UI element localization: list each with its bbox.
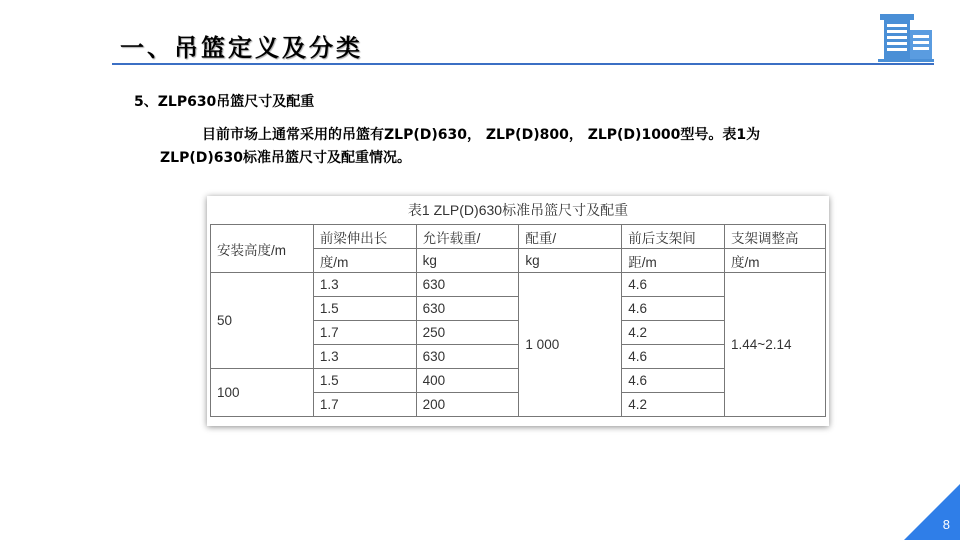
cell-extend: 1.7 <box>313 393 416 417</box>
header-beam-extend-unit: 度/m <box>313 249 416 273</box>
cell-load: 200 <box>416 393 519 417</box>
cell-extend: 1.3 <box>313 345 416 369</box>
table-header-row <box>211 225 826 249</box>
cell-load: 630 <box>416 297 519 321</box>
table-caption: 表1 ZLP(D)630标准吊篮尺寸及配重 <box>407 202 629 218</box>
header-counterweight-unit: kg <box>519 249 622 273</box>
cell-extend: 1.5 <box>313 369 416 393</box>
cell-install-height-100: 100 <box>211 369 314 417</box>
header-beam-extend: 前梁伸出长 <box>313 225 416 249</box>
title-divider <box>112 63 934 65</box>
page-number: 8 <box>942 517 950 532</box>
paragraph-line-1: 目前市场上通常采用的吊篮有ZLP(D)630， ZLP(D)800， ZLP(D)1000型号。表1为 <box>202 127 761 143</box>
header-allowed-load: 允许载重/ <box>416 225 519 249</box>
cell-load: 400 <box>416 369 519 393</box>
cell-spacing: 4.6 <box>622 297 725 321</box>
header-support-spacing: 前后支架间 <box>622 225 725 249</box>
cell-extend: 1.7 <box>313 321 416 345</box>
table-row <box>211 273 826 297</box>
cell-spacing: 4.2 <box>622 321 725 345</box>
cell-load: 250 <box>416 321 519 345</box>
header-adjust-height-unit: 度/m <box>725 249 826 273</box>
header-install-height: 安装高度/m <box>211 225 314 273</box>
cell-spacing: 4.6 <box>622 345 725 369</box>
header-adjust-height: 支架调整高 <box>725 225 826 249</box>
header-counterweight: 配重/ <box>519 225 622 249</box>
cell-extend: 1.5 <box>313 297 416 321</box>
cell-spacing: 4.6 <box>622 273 725 297</box>
slide-title: 一、吊篮定义及分类 <box>120 34 363 62</box>
corner-triangle <box>904 484 960 540</box>
cell-spacing: 4.2 <box>622 393 725 417</box>
paragraph-line-2: ZLP(D)630标准吊篮尺寸及配重情况。 <box>160 150 411 166</box>
cell-install-height-50: 50 <box>211 273 314 369</box>
cell-spacing: 4.6 <box>622 369 725 393</box>
cell-extend: 1.3 <box>313 273 416 297</box>
spec-table-image <box>207 196 829 426</box>
cell-load: 630 <box>416 273 519 297</box>
intro-paragraph <box>160 124 860 170</box>
cell-counterweight: 1 000 <box>519 273 622 417</box>
building-icon <box>878 12 934 62</box>
spec-table <box>210 224 826 417</box>
cell-adjust-height: 1.44~2.14 <box>725 273 826 417</box>
header-allowed-load-unit: kg <box>416 249 519 273</box>
cell-load: 630 <box>416 345 519 369</box>
section-subheading: 5、ZLP630吊篮尺寸及配重 <box>134 94 315 110</box>
header-support-spacing-unit: 距/m <box>622 249 725 273</box>
